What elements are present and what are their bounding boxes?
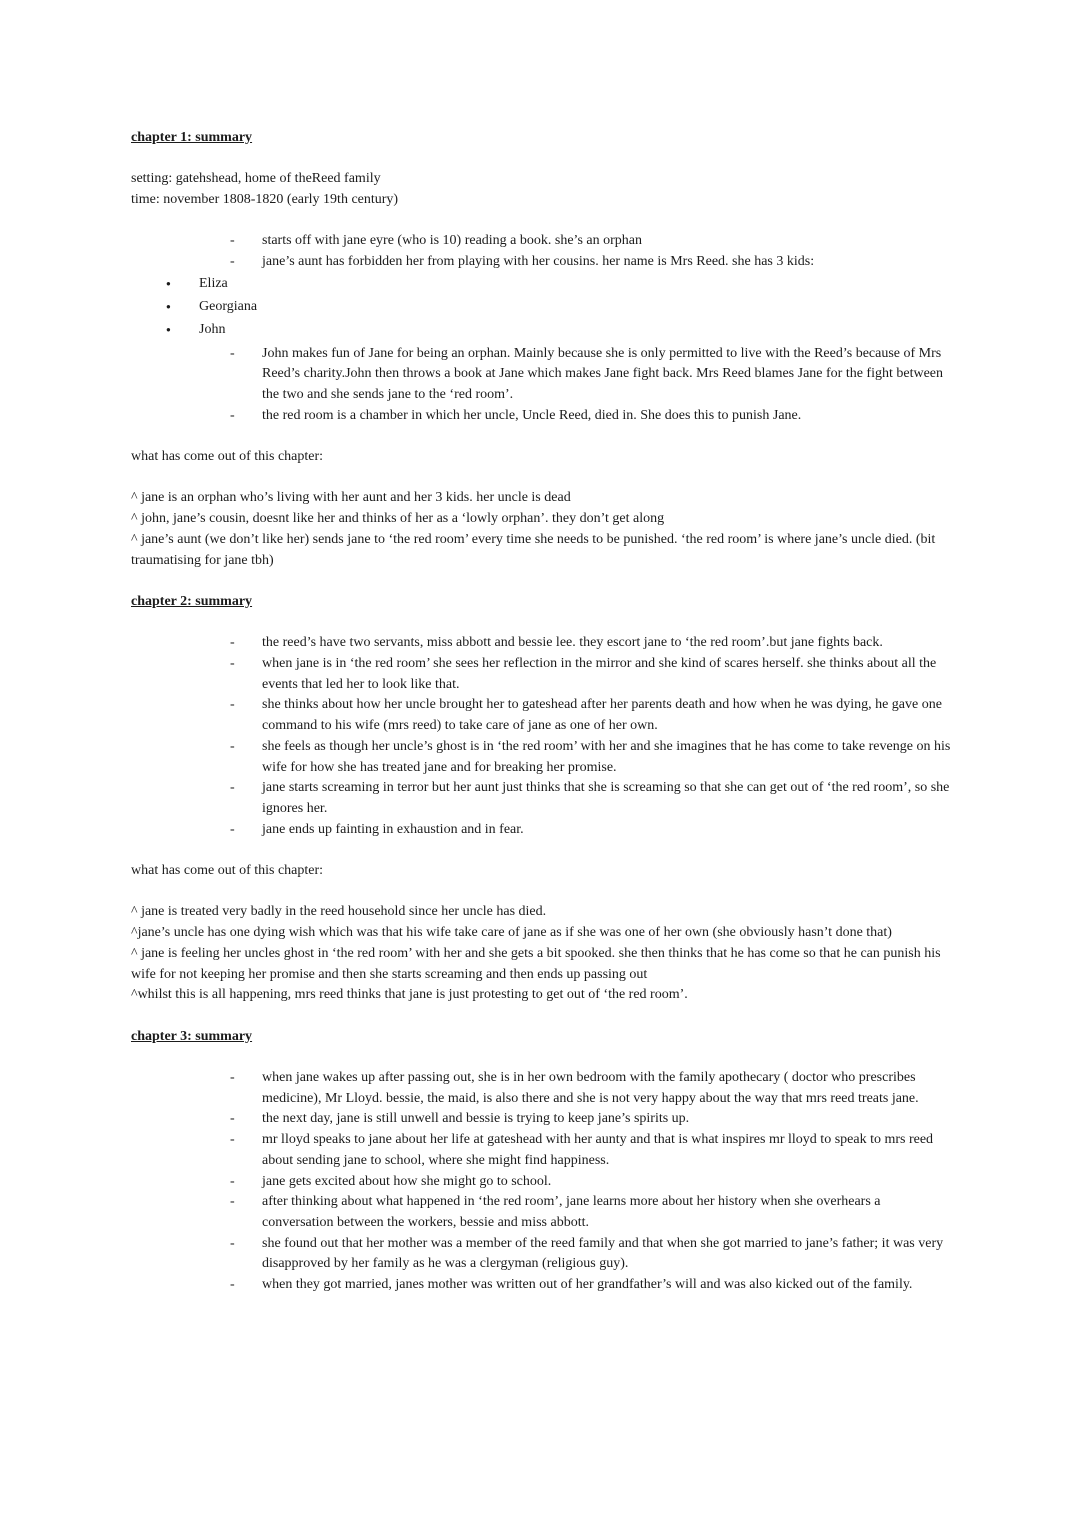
text-line: what has come out of this chapter: xyxy=(131,863,324,878)
list-item xyxy=(131,1109,952,1130)
list-item-text: the reed’s have two servants, miss abbott and bessie lee. they escort jane to ‘the red room’.but jane fights back. xyxy=(262,635,883,651)
dash-marker: - xyxy=(230,1235,235,1251)
list-item xyxy=(131,274,952,295)
list-item xyxy=(131,1130,952,1171)
takeaway-line: ^ jane is an orphan who’s living with her aunt and her 3 kids. her uncle is dead xyxy=(131,490,571,506)
list-item-text: the next day, jane is still unwell and bessie is trying to keep jane’s spirits up. xyxy=(262,1111,690,1127)
dash-marker: - xyxy=(230,738,235,754)
list-item-text: jane ends up fainting in exhaustion and in fear. xyxy=(262,821,524,837)
list-item xyxy=(131,654,952,695)
bullet-marker: ● xyxy=(166,278,171,288)
list-item-text: jane starts screaming in terror but her aunt just thinks that she is screaming so that she can get out of ‘the red room’, so she ignores her. xyxy=(262,780,950,816)
takeaway-line: ^whilst this is all happening, mrs reed thinks that jane is just protesting to get out of ‘the red room’. xyxy=(131,987,688,1003)
list-item-text: after thinking about what happened in ‘the red room’, jane learns more about her history when she overhears a conversation between the workers, bessie and miss abbott. xyxy=(262,1194,881,1230)
chapter-heading: chapter 1: summary xyxy=(131,130,253,145)
document-content xyxy=(131,128,952,1316)
list-item xyxy=(131,231,952,252)
dash-marker: - xyxy=(230,780,235,796)
dash-marker: - xyxy=(230,635,235,651)
dash-marker: - xyxy=(230,821,235,837)
list-item-text: John makes fun of Jane for being an orphan. Mainly because she is only permitted to live with the Reed’s because of Mrs Reed’s charity.John then throws a book at Jane which makes Jane fight back. Mrs Reed blames Jane for the fight between the two and she sends jane to the ‘red room’. xyxy=(262,345,944,402)
text-line: time: november 1808-1820 (early 19th century) xyxy=(131,192,399,208)
list-item xyxy=(131,252,952,273)
list-item xyxy=(131,695,952,736)
takeaways xyxy=(131,902,952,1006)
list-item-text: jane’s aunt has forbidden her from playing with her cousins. her name is Mrs Reed. she has 3 kids: xyxy=(262,254,815,270)
list-item-text: when jane is in ‘the red room’ she sees her reflection in the mirror and she kind of scares herself. she thinks about all the events that led her to look like that. xyxy=(262,655,937,692)
list-item-text: Georgiana xyxy=(199,299,258,315)
list-item xyxy=(131,778,952,819)
nested-list xyxy=(131,633,952,840)
dash-marker: - xyxy=(230,407,235,423)
dash-marker: - xyxy=(230,1173,235,1189)
nested-list xyxy=(131,231,952,426)
dash-marker: - xyxy=(230,254,235,270)
takeaway-line: ^ jane is feeling her uncles ghost in ‘the red room’ with her and she gets a bit spooked. she then thinks that he has come so that he can punish his wife for not keeping her promise and then she starts screaming and then ends up passing out xyxy=(131,945,941,982)
list-item xyxy=(131,297,952,318)
dash-marker: - xyxy=(230,1277,235,1293)
list-item-text: starts off with jane eyre (who is 10) reading a book. she’s an orphan xyxy=(262,233,642,249)
list-item xyxy=(131,344,952,406)
list-item-text: jane gets excited about how she might go to school. xyxy=(262,1173,552,1189)
list-item-text: mr lloyd speaks to jane about her life at gateshead with her aunty and that is what inspires mr lloyd to speak to mrs reed about sending jane to school, where she might find happiness. xyxy=(262,1132,934,1168)
list-item-text: when they got married, janes mother was written out of her grandfather’s will and was also kicked out of the family. xyxy=(262,1277,913,1293)
list-item xyxy=(131,737,952,778)
list-item-text: when jane wakes up after passing out, she is in her own bedroom with the family apothecary ( doctor who prescribes medicine), Mr Lloyd. bessie, the maid, is also there and she is not very happy about the way that mrs reed treats jane. xyxy=(262,1069,919,1106)
list-item xyxy=(131,820,952,841)
nested-list xyxy=(131,1068,952,1296)
paragraph xyxy=(131,169,952,210)
list-item-text: the red room is a chamber in which her uncle, Uncle Reed, died in. She does this to punish Jane. xyxy=(262,407,802,423)
list-item-text: Eliza xyxy=(199,275,228,291)
list-item xyxy=(131,633,952,654)
dash-marker: - xyxy=(230,345,235,361)
list-item xyxy=(131,1192,952,1233)
list-item xyxy=(131,1068,952,1109)
takeaway-line: ^jane’s uncle has one dying wish which was that his wife take care of jane as if she was one of her own (she obviously hasn’t done that) xyxy=(131,925,892,941)
list-item xyxy=(131,1275,952,1296)
dash-marker: - xyxy=(230,233,235,249)
paragraph xyxy=(131,447,952,468)
bullet-marker: ● xyxy=(166,325,171,335)
text-line: setting: gatehshead, home of theReed family xyxy=(131,171,381,187)
list-item-text: she feels as though her uncle’s ghost is in ‘the red room’ with her and she imagines that he has come to take revenge on his wife for how she has treated jane and for breaking her promise. xyxy=(262,738,951,775)
list-item xyxy=(131,1234,952,1275)
takeaway-line: ^ john, jane’s cousin, doesnt like her and thinks of her as a ‘lowly orphan’. they don’t get along xyxy=(131,511,665,527)
list-item xyxy=(131,406,952,427)
bullet-marker: ● xyxy=(166,302,171,312)
takeaways xyxy=(131,488,952,571)
paragraph xyxy=(131,861,952,882)
dash-marker: - xyxy=(230,1069,235,1085)
dash-marker: - xyxy=(230,1132,235,1148)
list-item xyxy=(131,1172,952,1193)
takeaway-line: ^ jane is treated very badly in the reed household since her uncle has died. xyxy=(131,904,547,920)
text-line: what has come out of this chapter: xyxy=(131,449,324,464)
list-item-text: John xyxy=(199,322,226,338)
list-item xyxy=(131,320,952,341)
dash-marker: - xyxy=(230,655,235,671)
takeaway-line: ^ jane’s aunt (we don’t like her) sends jane to ‘the red room’ every time she needs to be punished. ‘the red room’ is where jane’s uncle died. (bit traumatising for jane tbh) xyxy=(131,531,936,568)
dash-marker: - xyxy=(230,1111,235,1127)
dash-marker: - xyxy=(230,1194,235,1210)
dash-marker: - xyxy=(230,697,235,713)
chapter-heading: chapter 3: summary xyxy=(131,1028,253,1044)
list-item-text: she thinks about how her uncle brought her to gateshead after her parents death and how when he was dying, he gave one command to his wife (mrs reed) to take care of jane as one of her own. xyxy=(262,697,942,734)
chapter-heading: chapter 2: summary xyxy=(131,593,253,609)
list-item-text: she found out that her mother was a member of the reed family and that when she got married to jane’s father; it was very disapproved by her family as he was a clergyman (religious guy). xyxy=(262,1235,944,1272)
